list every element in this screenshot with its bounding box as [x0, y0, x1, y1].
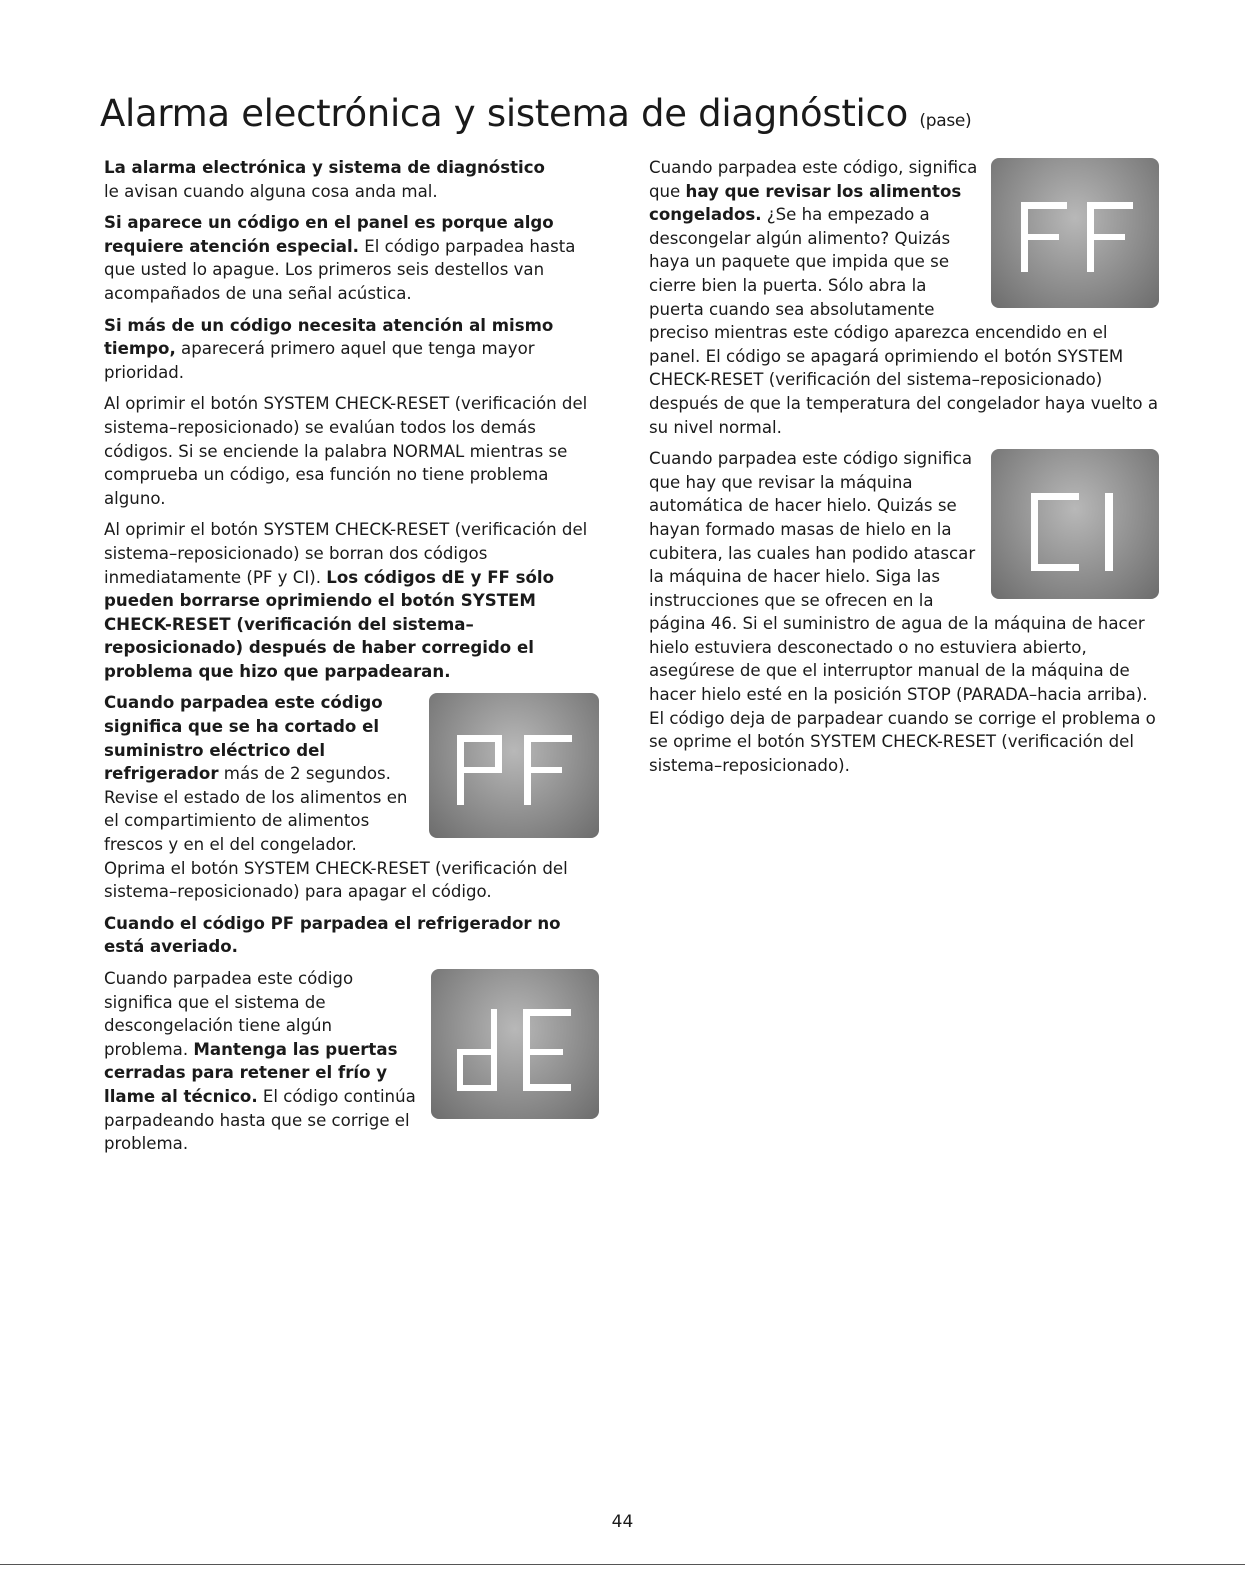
de-text-2: El código continúa parpadeando hasta que se corrige el problema. [104, 1086, 416, 1154]
priority-text: aparecerá primero aquel que tenga mayor prioridad. [104, 339, 535, 382]
clear-codes-paragraph [104, 518, 599, 683]
de-bold: Mantenga las puertas cerradas para retener el frío y llame al técnico. [104, 1039, 398, 1106]
pf-note: Cuando el código PF parpadea el refrigerador no está averiado. [104, 913, 561, 957]
ff-text-1: Cuando parpadea este código, significa que [649, 158, 978, 201]
intro-paragraph [104, 156, 599, 203]
pf-heading: Cuando parpadea este código significa que se ha cortado el suministro eléctrico del refrigerador [104, 693, 383, 784]
priority-paragraph [104, 314, 599, 385]
code-panel-paragraph [104, 211, 599, 305]
pf-segments [429, 693, 599, 838]
de-code-display [431, 969, 599, 1119]
code-panel-heading: Si aparece un código en el panel es porque algo requiere atención especial. [104, 213, 554, 256]
clear-codes-bold: Los códigos dE y FF sólo pueden borrarse oprimiendo el botón SYSTEM CHECK-RESET (verificación del sistema–reposicionado) después de haber corregido el problema que hizo que parpadearan. [104, 567, 555, 681]
page-title-text: Alarma electrónica y sistema de diagnóstico [100, 92, 908, 135]
intro-heading: La alarma electrónica y sistema de diagnóstico [104, 158, 545, 177]
ff-segments [991, 158, 1159, 308]
ff-text-2: ¿Se ha empezado a descongelar algún alimento? Quizás haya un paquete que impida que se cierre bien la puerta. Sólo abra la puerta cuando sea absolutamente preciso mientras este código aparezca encendido en el panel. El código se apagará oprimiendo el botón SYSTEM CHECK-RESET (verificación del sistema–reposicionado) después de que la temperatura del congelador haya vuelto a su nivel normal. [649, 205, 1159, 437]
page-title [100, 92, 971, 135]
pf-code-display [429, 693, 599, 838]
pf-paragraph [104, 691, 599, 903]
ff-bold: hay que revisar los alimentos congelados. [649, 181, 962, 225]
page-title-suffix: (pase) [919, 111, 972, 131]
ci-text: Cuando parpadea este código significa que hay que revisar la máquina automática de hacer hielo. Quizás se hayan formado masas de hielo en la cubitera, las cuales han podido atascar la máquina de hacer hielo. Siga las instrucciones que se ofrecen en la página 46. Si el suministro de agua de la máquina de hacer hielo estuviera desconectado o no estuviera abierto, asegúrese de que el interruptor manual de la máquina de hacer hielo esté en la posición STOP (PARADA–hacia arriba). El código deja de parpadear cuando se corrige el problema o se oprime el botón SYSTEM CHECK-RESET (verificación del sistema–reposicionado). [649, 449, 1156, 775]
ci-segments [991, 449, 1159, 599]
left-column [104, 156, 599, 1164]
clear-codes-text: Al oprimir el botón SYSTEM CHECK-RESET (verificación del sistema–reposicionado) se borran dos códigos inmediatamente (PF y CI). [104, 520, 588, 587]
intro-text: le avisan cuando alguna cosa anda mal. [104, 181, 438, 201]
pf-text: más de 2 segundos. Revise el estado de los alimentos en el compartimiento de alimentos frescos y en el del congelador. Oprima el botón SYSTEM CHECK-RESET (verificación del sistema–reposicionado) para apagar el código. [104, 764, 568, 902]
ci-paragraph [649, 447, 1159, 777]
evaluate-paragraph: Al oprimir el botón SYSTEM CHECK-RESET (verificación del sistema–reposicionado) se evalúan todos los demás códigos. Si se enciende la palabra NORMAL mientras se comprueba un código, esa función no tiene problema alguno. [104, 394, 588, 508]
pf-note-paragraph [104, 912, 599, 959]
de-segments [431, 969, 599, 1119]
page-number: 44 [611, 1512, 634, 1532]
ci-code-display [991, 449, 1159, 599]
ff-code-display [991, 158, 1159, 308]
bottom-rule [0, 1564, 1245, 1565]
priority-heading: Si más de un código necesita atención al mismo tiempo, [104, 315, 554, 359]
de-text-1: Cuando parpadea este código significa que el sistema de descongelación tiene algún problema. [104, 969, 354, 1059]
ff-paragraph [649, 156, 1159, 439]
code-panel-text: El código parpadea hasta que usted lo apague. Los primeros seis destellos van acompañados de una señal acústica. [104, 236, 576, 303]
right-column [649, 156, 1159, 785]
de-paragraph [104, 967, 599, 1156]
